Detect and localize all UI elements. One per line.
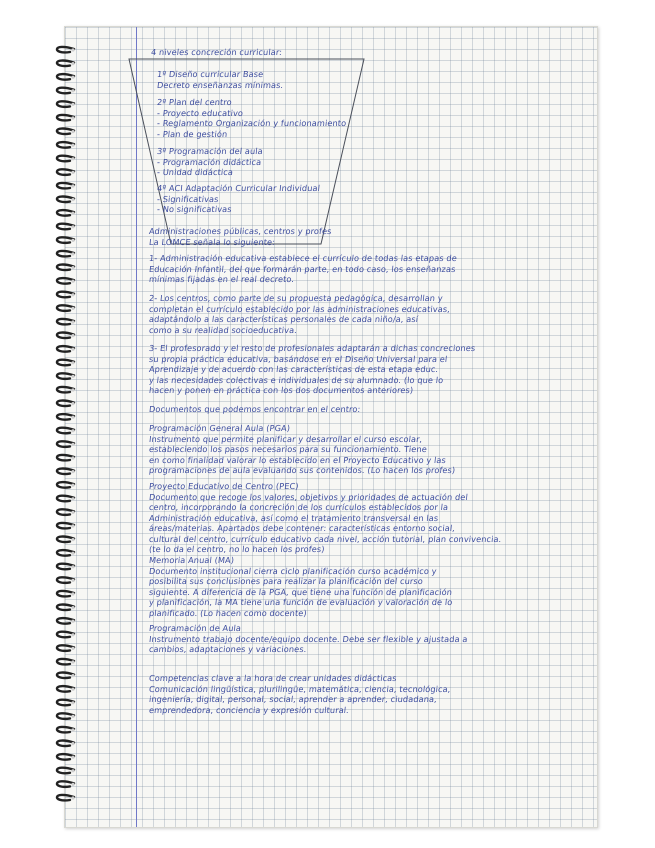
coil-hole xyxy=(71,688,74,691)
coil-hole xyxy=(71,320,74,323)
coil-hole xyxy=(71,592,74,595)
coil-hole xyxy=(71,375,74,378)
competencias-section xyxy=(149,673,450,715)
ma-line: posibilita sus conclusiones para realizar la planificación del curso xyxy=(148,576,424,586)
coil-hole xyxy=(71,225,74,228)
competencias-title: Competencias clave a la hora de crear unidades didácticas xyxy=(148,673,398,683)
ma-title: Memoria Anual (MA) xyxy=(148,555,235,565)
coil-hole xyxy=(71,783,74,786)
coil-hole xyxy=(71,239,74,242)
level-4 xyxy=(157,183,320,215)
competencias-line: ingeniería, digital, personal, social, aprender a aprender, ciudadana, xyxy=(148,694,438,704)
prog-section xyxy=(149,623,468,655)
coil-hole xyxy=(71,348,74,351)
competencias-line: emprendedora, conciencia y expresión cultural. xyxy=(148,704,350,715)
coil-hole xyxy=(71,184,74,187)
coil-hole xyxy=(71,511,74,514)
pga-line: en como finalidad valorar lo establecido en el Proyecto Educativo y las xyxy=(148,454,447,465)
level-4-title: 4º ACI Adaptación Curricular Individual xyxy=(156,183,321,193)
level-3-line: - Unidad didáctica xyxy=(156,167,234,177)
coil-hole xyxy=(71,633,74,636)
pga-title: Programación General Aula (PGA) xyxy=(148,423,291,433)
point-3-line: Aprendizaje y de acuerdo con las características de esta etapa educ. xyxy=(148,364,439,374)
pec-line: Administración educativa, así como el tratamiento transversal en las xyxy=(148,512,439,523)
coil-hole xyxy=(71,728,74,731)
coil-hole xyxy=(71,89,74,92)
pga-line: estableciendo los pasos necesarios para su funcionamiento. Tiene xyxy=(148,444,428,454)
pec-line: centro, incorporando la concreción de los currículos establecidos por la xyxy=(148,502,449,512)
level-2 xyxy=(157,97,346,139)
pec-section xyxy=(149,481,501,555)
point-1 xyxy=(149,253,457,285)
coil-hole xyxy=(71,538,74,541)
coil-hole xyxy=(71,62,74,65)
pec-line: áreas/materias. Apartados debe contener: características entorno social, xyxy=(148,523,456,533)
pec-title: Proyecto Educativo de Centro (PEC) xyxy=(148,481,300,491)
pga-line: programaciones de aula evaluando sus contenidos. (Lo hacen los profes) xyxy=(148,465,456,475)
coil-hole xyxy=(71,756,74,759)
coil-hole xyxy=(71,361,74,364)
coil-hole xyxy=(71,456,74,459)
coil-hole xyxy=(71,497,74,500)
level-1-title: 1º Diseño curricular Base xyxy=(156,69,264,79)
competencias-line: Comunicación lingüística, plurilingüe, matemática, ciencia, tecnológica, xyxy=(148,683,452,694)
level-2-title: 2º Plan del centro xyxy=(156,97,233,107)
pec-line: (te lo da el centro, no lo hacen los profes) xyxy=(148,544,326,554)
coil-hole xyxy=(71,606,74,609)
coil-hole xyxy=(71,103,74,106)
coil-hole xyxy=(71,524,74,527)
point-2-line: 2- Los centros, como parte de su propuesta pedagógica, desarrollan y xyxy=(148,293,444,303)
coil-hole xyxy=(71,552,74,555)
notebook-page xyxy=(64,26,598,828)
coil-hole xyxy=(71,484,74,487)
coil-hole xyxy=(71,647,74,650)
admin-line: Administraciones públicas, centros y profes xyxy=(148,226,333,236)
coil-hole xyxy=(71,402,74,405)
pga-section xyxy=(149,423,455,476)
docs-heading: Documentos que podemos encontrar en el centro: xyxy=(148,404,361,414)
ma-line: Documento institucional cierra ciclo planificación curso académico y xyxy=(148,565,438,576)
coil-hole xyxy=(71,212,74,215)
point-1-line: 1- Administración educativa establece el currículo de todas las etapas de xyxy=(148,253,458,263)
level-3 xyxy=(157,146,263,178)
coil-hole xyxy=(71,796,74,799)
admin-heading xyxy=(149,226,332,247)
level-2-line: - Proyecto educativo xyxy=(156,107,244,118)
admin-line: La LOMCE señala lo siguiente: xyxy=(148,236,276,247)
level-3-title: 3º Programación del aula xyxy=(156,146,264,156)
point-3 xyxy=(149,343,475,396)
prog-line: cambios, adaptaciones y variaciones. xyxy=(148,644,307,654)
coil-hole xyxy=(71,280,74,283)
coil-hole xyxy=(71,198,74,201)
coil-hole xyxy=(71,307,74,310)
coil-hole xyxy=(71,715,74,718)
point-2 xyxy=(149,293,450,335)
coil-hole xyxy=(71,660,74,663)
coil-hole xyxy=(71,742,74,745)
ma-line: y planificación, la MA tiene una función de evaluación y valoración de lo xyxy=(148,597,453,607)
level-3-line: - Programación didáctica xyxy=(156,156,262,167)
coil-hole xyxy=(71,620,74,623)
point-3-line: su propia práctica educativa, basándose en el Diseño Universal para el xyxy=(148,353,448,364)
spiral-binding-icon xyxy=(50,40,80,810)
coil-hole xyxy=(71,130,74,133)
pec-line: cultural del centro, currículo educativo cada nivel, acción tutorial, plan convivencia. xyxy=(148,533,502,544)
coil-hole xyxy=(71,565,74,568)
coil-hole xyxy=(71,443,74,446)
coil-hole xyxy=(71,116,74,119)
coil-hole xyxy=(71,76,74,79)
coil-hole xyxy=(71,334,74,337)
coil-hole xyxy=(71,470,74,473)
level-2-line: - Plan de gestión xyxy=(156,128,228,139)
level-2-line: - Reglamento Organización y funcionamiento xyxy=(156,118,347,128)
point-3-line: 3- El profesorado y el resto de profesionales adaptarán a dichas concreciones xyxy=(148,343,476,353)
coil-hole xyxy=(71,674,74,677)
ma-line: siguiente. A diferencia de la PGA, que tiene una función de planificación xyxy=(148,586,453,597)
prog-title: Programación de Aula xyxy=(148,623,242,633)
level-4-line: - Significativas xyxy=(156,193,220,204)
coil-hole xyxy=(71,388,74,391)
level-1-line: Decreto enseñanzas mínimas. xyxy=(156,79,284,90)
point-2-line: como a su realidad socioeducativa. xyxy=(148,324,298,335)
header-levels: 4 niveles concreción curricular: xyxy=(150,47,283,57)
coil-hole xyxy=(71,252,74,255)
point-2-line: adaptándolo a las características personales de cada niño/a, así xyxy=(148,314,419,324)
point-2-line: completan el currículo establecido por las administraciones educativas, xyxy=(148,303,451,314)
coil-hole xyxy=(71,171,74,174)
level-1 xyxy=(157,69,283,90)
coil-hole xyxy=(71,416,74,419)
level-4-line: - No significativas xyxy=(156,204,233,214)
pga-line: Instrumento que permite planificar y desarrollar el curso escolar, xyxy=(148,433,423,444)
coil-hole xyxy=(71,157,74,160)
ma-line: planificado. (Lo hacen como docente) xyxy=(148,607,308,618)
spiral-binding xyxy=(50,40,80,810)
point-1-line: mínimas fijadas en el real decreto. xyxy=(148,274,295,284)
point-3-line: hacen y ponen en práctica con los dos documentos anteriores) xyxy=(148,385,414,395)
coil-hole xyxy=(71,579,74,582)
coil-hole xyxy=(71,48,74,51)
coil-hole xyxy=(71,144,74,147)
ma-section xyxy=(149,555,452,618)
coil-hole xyxy=(71,769,74,772)
point-1-line: Educación Infantil, del que formarán parte, en todo caso, los enseñanzas xyxy=(148,263,457,274)
point-3-line: y las necesidades colectivas e individuales de su alumnado. (lo que lo xyxy=(148,374,444,385)
coil-hole xyxy=(71,293,74,296)
prog-line: Instrumento trabajo docente/equipo docente. Debe ser flexible y ajustada a xyxy=(148,633,469,644)
pec-line: Documento que recoge los valores, objetivos y prioridades de actuación del xyxy=(148,491,469,502)
coil-hole xyxy=(71,701,74,704)
coil-hole xyxy=(71,429,74,432)
coil-hole xyxy=(71,266,74,269)
